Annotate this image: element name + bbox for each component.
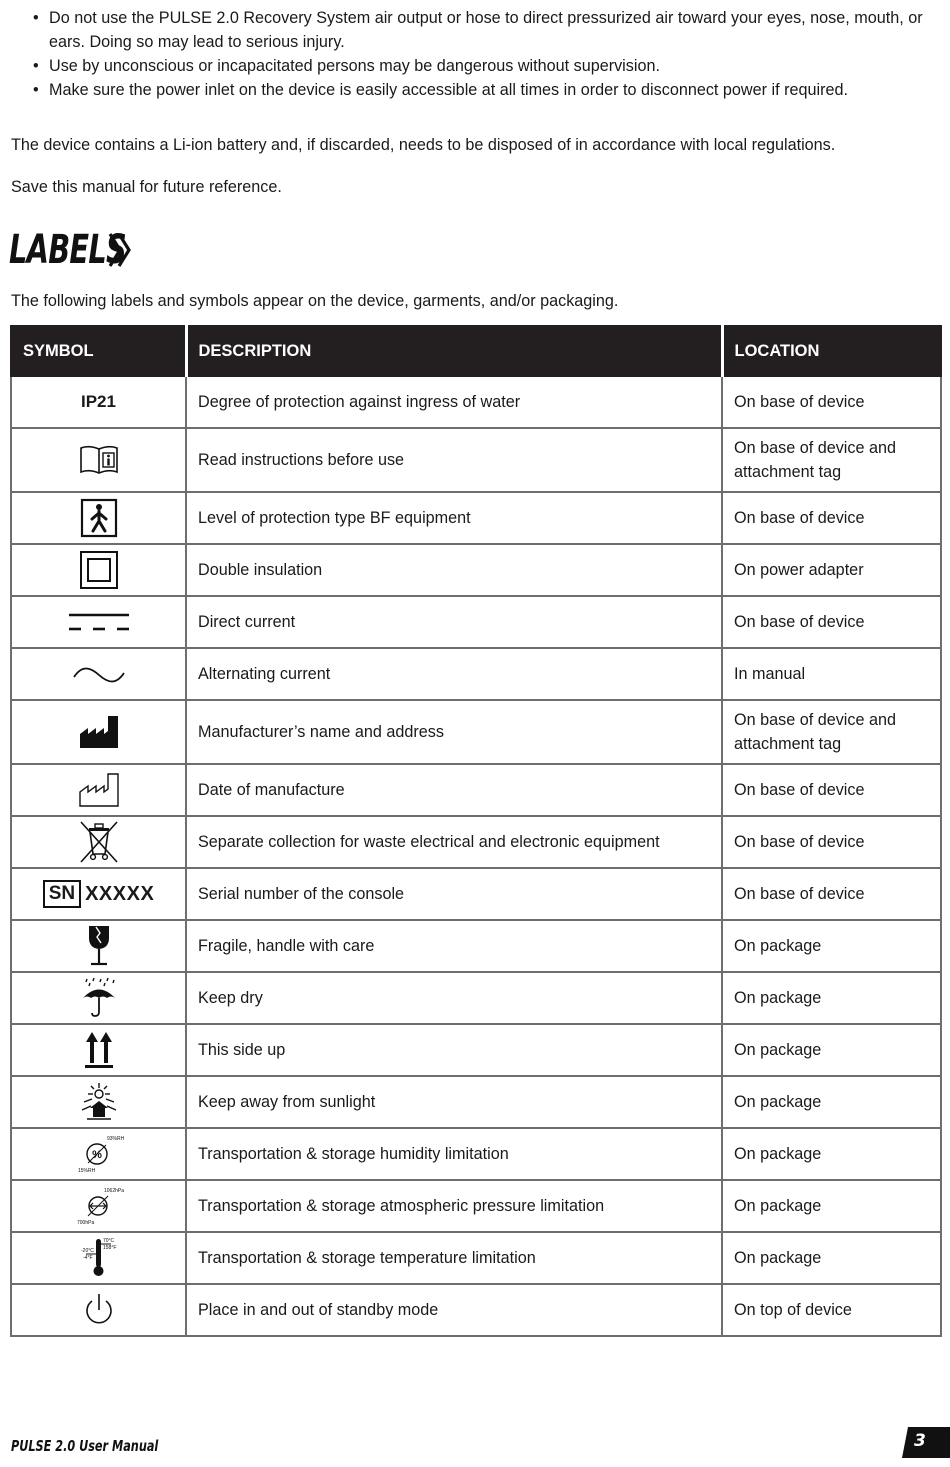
warning-bullets xyxy=(30,6,930,102)
table-row xyxy=(11,376,941,428)
table-row xyxy=(11,428,941,492)
table-row xyxy=(11,544,941,596)
location-cell: On package xyxy=(722,920,941,972)
description-cell: Serial number of the console xyxy=(186,868,722,920)
table-row xyxy=(11,1232,941,1284)
header-location: LOCATION xyxy=(722,326,941,376)
temp-lower-c: -20°C xyxy=(80,1248,94,1254)
description-cell: Transportation & storage humidity limitation xyxy=(186,1128,722,1180)
read-instructions-icon xyxy=(79,444,119,476)
humidity-lower-label: 15%RH xyxy=(77,1168,95,1174)
section-intro: The following labels and symbols appear on the device, garments, and/or packaging. xyxy=(11,292,619,310)
table-row xyxy=(11,816,941,868)
symbol-cell xyxy=(11,764,186,816)
location-cell: On package xyxy=(722,1024,941,1076)
table-row xyxy=(11,764,941,816)
table-row xyxy=(11,920,941,972)
symbol-cell xyxy=(11,544,186,596)
description-cell: Date of manufacture xyxy=(186,764,722,816)
table-row xyxy=(11,1128,941,1180)
table-row xyxy=(11,1180,941,1232)
humidity-limit-icon xyxy=(77,1132,124,1176)
description-cell: Keep dry xyxy=(186,972,722,1024)
symbol-cell xyxy=(11,1076,186,1128)
save-note: Save this manual for future reference. xyxy=(11,178,282,196)
table-row xyxy=(11,700,941,764)
table-row xyxy=(11,868,941,920)
description-cell: Double insulation xyxy=(186,544,722,596)
symbol-cell xyxy=(11,1284,186,1336)
symbol-cell xyxy=(11,1232,186,1284)
temp-upper-c: 70°C xyxy=(102,1238,114,1244)
sn-box: SN xyxy=(43,880,81,908)
page-number: 3 xyxy=(914,1431,926,1451)
table-row xyxy=(11,596,941,648)
table-row xyxy=(11,1284,941,1336)
symbol-cell xyxy=(11,376,186,428)
standby-icon xyxy=(83,1292,115,1328)
description-cell: Place in and out of standby mode xyxy=(186,1284,722,1336)
bullet-item: • Use by unconscious or incapacitated persons may be dangerous without supervision. xyxy=(30,54,930,78)
pressure-lower-label: 700hPa xyxy=(76,1220,94,1226)
description-cell: Transportation & storage temperature limitation xyxy=(186,1232,722,1284)
table-row xyxy=(11,648,941,700)
location-cell: On base of device xyxy=(722,868,941,920)
location-cell: On package xyxy=(722,1232,941,1284)
sn-placeholder: XXXXX xyxy=(85,883,155,905)
direct-current-icon xyxy=(67,610,131,634)
type-bf-icon xyxy=(79,498,119,538)
symbol-cell xyxy=(11,1180,186,1232)
temperature-limit-icon xyxy=(79,1236,119,1280)
symbol-cell xyxy=(11,1128,186,1180)
table-row xyxy=(11,1076,941,1128)
location-cell: On package xyxy=(722,1076,941,1128)
location-cell: On base of device xyxy=(722,596,941,648)
table-row xyxy=(11,492,941,544)
alternating-current-icon xyxy=(72,665,126,685)
symbol-cell xyxy=(11,868,186,920)
symbol-cell xyxy=(11,816,186,868)
location-cell: On package xyxy=(722,1128,941,1180)
description-cell: Direct current xyxy=(186,596,722,648)
symbol-cell xyxy=(11,596,186,648)
keep-from-sunlight-icon xyxy=(79,1082,119,1122)
bullet-item: • Make sure the power inlet on the device is easily accessible at all times in order to disconnect power if required. xyxy=(30,78,930,102)
description-cell: Level of protection type BF equipment xyxy=(186,492,722,544)
location-cell: On base of device xyxy=(722,816,941,868)
description-cell: Keep away from sunlight xyxy=(186,1076,722,1128)
location-cell: On top of device xyxy=(722,1284,941,1336)
ip21-label: IP21 xyxy=(81,392,116,411)
battery-note: The device contains a Li-ion battery and, if discarded, needs to be disposed of in accordance with local regulations. xyxy=(11,136,836,154)
symbol-cell xyxy=(11,700,186,764)
temp-lower-f: -4°F xyxy=(82,1255,92,1261)
table-row xyxy=(11,972,941,1024)
description-cell: Fragile, handle with care xyxy=(186,920,722,972)
description-cell: Degree of protection against ingress of water xyxy=(186,376,722,428)
location-cell: On package xyxy=(722,1180,941,1232)
description-cell: This side up xyxy=(186,1024,722,1076)
pressure-limit-icon xyxy=(76,1184,122,1228)
symbol-cell xyxy=(11,920,186,972)
temp-upper-f: 158°F xyxy=(102,1245,116,1251)
manufacturer-icon xyxy=(78,714,120,750)
date-of-manufacture-icon xyxy=(78,772,120,808)
location-cell: On base of device xyxy=(722,764,941,816)
symbol-cell xyxy=(11,648,186,700)
location-cell: On power adapter xyxy=(722,544,941,596)
humidity-upper-label: 93%RH xyxy=(106,1136,124,1142)
bullet-item: • Do not use the PULSE 2.0 Recovery System air output or hose to direct pressurized air toward your eyes, nose, mouth, or ears. Doing so may lead to serious injury. xyxy=(30,6,930,54)
header-description: DESCRIPTION xyxy=(186,326,722,376)
page-number-tab xyxy=(902,1427,950,1458)
double-chevron-icon xyxy=(108,232,134,268)
location-cell: On base of device and attachment tag xyxy=(722,700,941,764)
labels-table xyxy=(10,325,942,1337)
description-cell: Manufacturer’s name and address xyxy=(186,700,722,764)
symbol-cell xyxy=(11,492,186,544)
description-cell: Transportation & storage atmospheric pressure limitation xyxy=(186,1180,722,1232)
this-side-up-icon xyxy=(83,1030,115,1070)
symbol-cell xyxy=(11,1024,186,1076)
description-cell: Alternating current xyxy=(186,648,722,700)
svg-text:%: % xyxy=(91,1149,102,1161)
header-symbol: SYMBOL xyxy=(11,326,186,376)
weee-icon xyxy=(78,820,120,864)
pressure-upper-label: 1062hPa xyxy=(103,1188,124,1194)
description-cell: Separate collection for waste electrical and electronic equipment xyxy=(186,816,722,868)
location-cell: In manual xyxy=(722,648,941,700)
fragile-icon xyxy=(84,924,114,968)
serial-number-icon xyxy=(43,880,155,908)
symbol-cell xyxy=(11,972,186,1024)
description-cell: Read instructions before use xyxy=(186,428,722,492)
double-insulation-icon xyxy=(79,550,119,590)
location-cell: On package xyxy=(722,972,941,1024)
keep-dry-icon xyxy=(81,977,117,1019)
section-title: LABELS xyxy=(9,227,127,273)
table-header-row xyxy=(11,326,941,376)
location-cell: On base of device xyxy=(722,492,941,544)
table-row xyxy=(11,1024,941,1076)
symbol-cell xyxy=(11,428,186,492)
location-cell: On base of device xyxy=(722,376,941,428)
footer-title: PULSE 2.0 User Manual xyxy=(11,1437,159,1455)
location-cell: On base of device and attachment tag xyxy=(722,428,941,492)
